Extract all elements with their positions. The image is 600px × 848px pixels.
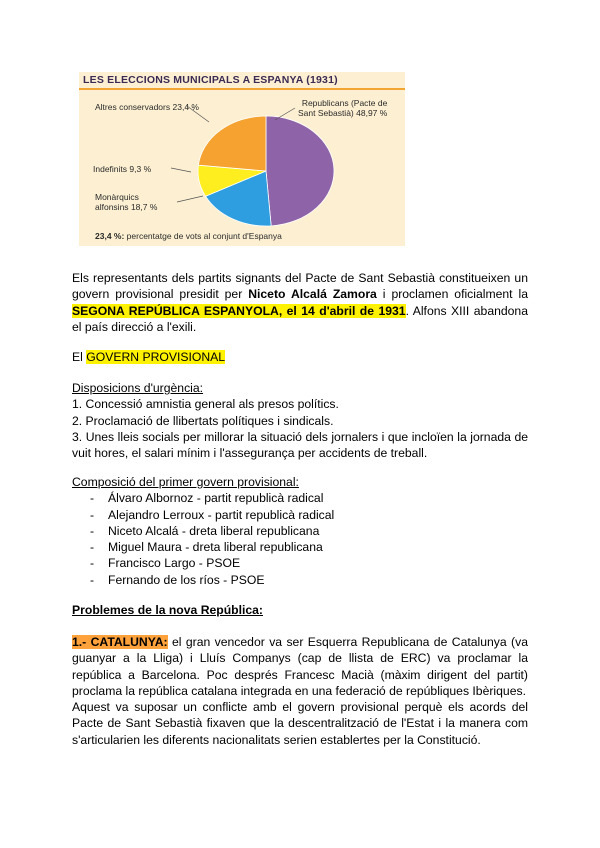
president-name: Niceto Alcalá Zamora: [248, 287, 377, 302]
intro-paragraph: Els representants dels partits signants del Pacte de Sant Sebastià constitueixen un govern provisional presidit per Niceto Alcalá Zamora i proclamen oficialment la SEGONA REPÚBLICA ESPANYOLA, el 14 d'abril de 1931. Alfons XIII abandona el país direcció a l'exili.: [72, 271, 528, 334]
republic-proclamation: SEGONA REPÚBLICA ESPANYOLA, el 14 d'abril de 1931: [72, 303, 406, 318]
problemes-heading: Problemes de la nova República:: [72, 603, 263, 617]
label-indefinits: Indefinits 9,3 %: [93, 164, 152, 174]
label-altres-conservadors: Altres conservadors 23,4 %: [95, 102, 199, 112]
list-item: - Alejandro Lerroux - partit republicà radical: [72, 507, 528, 523]
govern-provisional-heading: El GOVERN PROVISIONAL: [72, 350, 226, 364]
election-chart-figure: [79, 72, 405, 246]
members-list: [72, 490, 528, 588]
composicio-section: [72, 474, 528, 588]
list-item: - Álvaro Albornoz - partit republicà radical: [72, 490, 528, 506]
list-item: - Fernando de los ríos - PSOE: [72, 572, 528, 588]
govern-provisional-highlight: GOVERN PROVISIONAL: [86, 350, 226, 364]
list-item: - Niceto Alcalá - dreta liberal republicana: [72, 523, 528, 539]
pie-slices: [198, 116, 334, 226]
label-monarquics: Monàrquics alfonsins 18,7 %: [95, 192, 158, 212]
composicio-heading: Composició del primer govern provisional:: [72, 475, 299, 489]
catalunya-section: [72, 634, 528, 748]
catalunya-label: 1.- CATALUNYA:: [72, 635, 168, 649]
leader-line-monarquics: [177, 196, 203, 202]
list-item: - Francisco Largo - PSOE: [72, 555, 528, 571]
disposicio-item: 1. Concessió amnistia general als presos polítics.: [72, 397, 339, 412]
catalunya-paragraph-2: Aquest va suposar un conflicte amb el govern provisional perquè els acords del Pacte de Sant Sebastià fixaven que la descentralització de l'Estat i la manera com s'articularien les diferents nacionalitats serien establertes per la Constitució.: [72, 700, 528, 747]
label-republicans: Republicans (Pacte de Sant Sebastià) 48,97 %: [298, 98, 388, 118]
chart-footnote: 23,4 %: percentatge de vots al conjunt d'Espanya: [95, 231, 282, 241]
catalunya-paragraph-1: 1.- CATALUNYA: el gran vencedor va ser Esquerra Republicana de Catalunya (va guanyar a la Lliga) i Lluís Companys (cap de llista de ERC) va proclamar la república a Barcelona. Poc després Francesc Macià (màxim dirigent del partit) proclama la república catalana integrada en una federació de repúbliques Ibèriques.: [72, 635, 528, 698]
pie-slice: [266, 116, 334, 226]
chart-title: LES ELECCIONS MUNICIPALS A ESPANYA (1931): [83, 74, 338, 86]
disposicions-section: [72, 380, 528, 461]
disposicio-item: 2. Proclamació de llibertats polítiques i sindicals.: [72, 413, 334, 428]
pie-slice: [198, 116, 266, 171]
list-item: - Miguel Maura - dreta liberal republicana: [72, 539, 528, 555]
disposicions-heading: Disposicions d'urgència:: [72, 381, 204, 395]
disposicio-item: 3. Unes lleis socials per millorar la situació dels jornalers i que incloïen la jornada de vuit hores, el salari mínim i l'assegurança per accidents de treball.: [72, 429, 528, 461]
leader-line-indefinits: [171, 168, 191, 172]
